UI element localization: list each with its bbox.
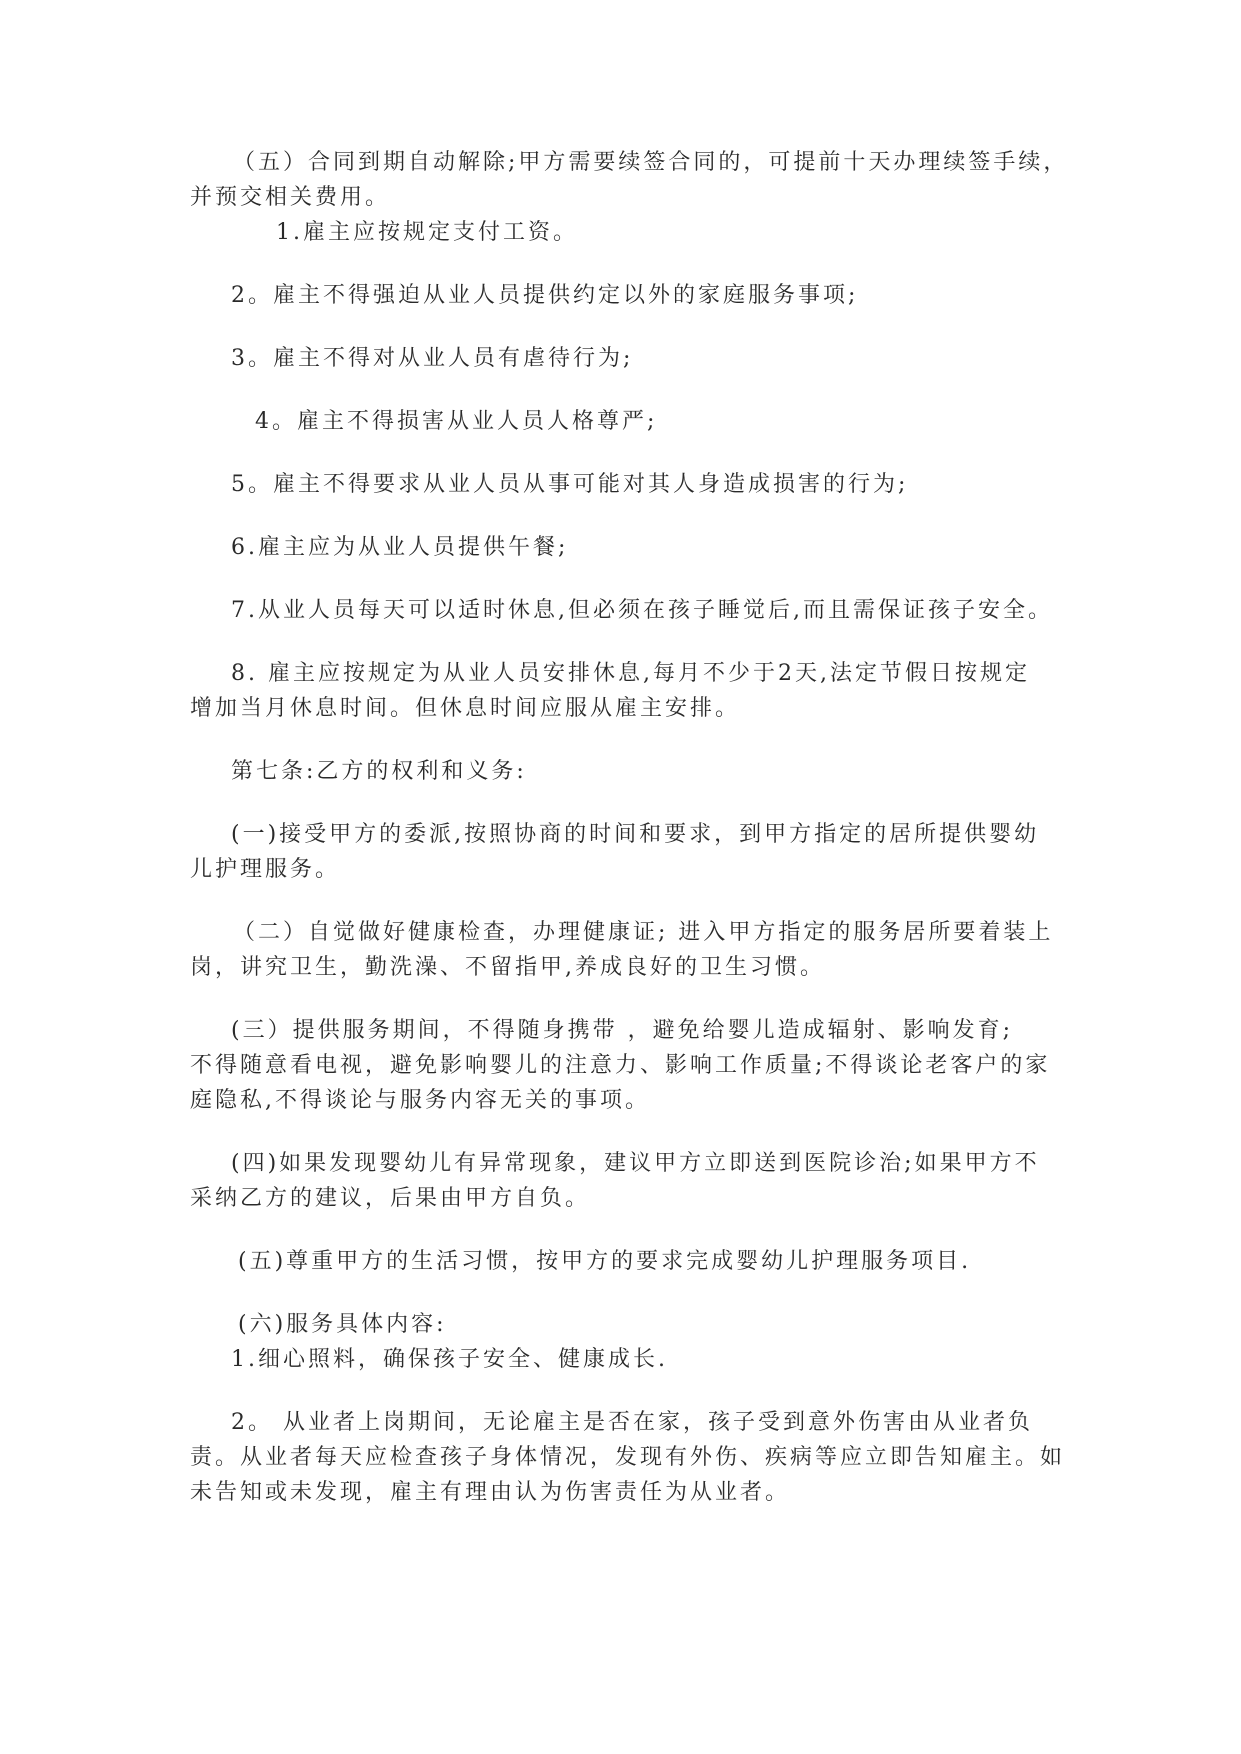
text-line: 未告知或未发现，雇主有理由认为伤害责任为从业者。: [190, 1480, 791, 1505]
text-line: 7.从业人员每天可以适时休息,但必须在孩子睡觉后,而且需保证孩子安全。: [231, 598, 1053, 623]
text-line: (五)尊重甲方的生活习惯，按甲方的要求完成婴幼儿护理服务项目.: [238, 1249, 972, 1274]
text-line: 1.细心照料，确保孩子安全、健康成长.: [231, 1347, 668, 1372]
text-line: （五）合同到期自动解除;甲方需要续签合同的，可提前十天办理续签手续，: [233, 150, 1069, 175]
text-line: 6.雇主应为从业人员提供午餐;: [231, 535, 569, 560]
text-line: (一)接受甲方的委派,按照协商的时间和要求，到甲方指定的居所提供婴幼: [231, 822, 1040, 847]
text-line: (六)服务具体内容:: [238, 1312, 447, 1337]
text-line: 增加当月休息时间。但休息时间应服从雇主安排。: [190, 696, 741, 721]
text-line: （二）自觉做好健康检查，办理健康证; 进入甲方指定的服务居所要着装上: [233, 920, 1054, 945]
section-heading: 第七条:乙方的权利和义务:: [231, 759, 527, 784]
text-line: 1.雇主应按规定支付工资。: [276, 220, 578, 245]
text-line: 岗，讲究卫生，勤洗澡、不留指甲,养成良好的卫生习惯。: [190, 955, 825, 980]
text-line: 儿护理服务。: [190, 857, 341, 882]
text-line: 庭隐私,不得谈论与服务内容无关的事项。: [190, 1088, 650, 1113]
text-line: 不得随意看电视，避免影响婴儿的注意力、影响工作质量;不得谈论老客户的家: [190, 1053, 1051, 1078]
text-line: 8. 雇主应按规定为从业人员安排休息,每月不少于2天,法定节假日按规定: [231, 661, 1030, 686]
text-line: 3。雇主不得对从业人员有虐待行为;: [231, 346, 634, 371]
text-line: 并预交相关费用。: [190, 185, 391, 210]
text-line: 2。 从业者上岗期间，无论雇主是否在家，孩子受到意外伤害由从业者负: [231, 1410, 1033, 1435]
text-line: 2。雇主不得强迫从业人员提供约定以外的家庭服务事项;: [231, 283, 859, 308]
text-line: (四)如果发现婴幼儿有异常现象，建议甲方立即送到医院诊治;如果甲方不: [231, 1151, 1040, 1176]
text-line: 责。从业者每天应检查孩子身体情况，发现有外伤、疾病等应立即告知雇主。如: [190, 1445, 1066, 1470]
text-line: 5。雇主不得要求从业人员从事可能对其人身造成损害的行为;: [231, 472, 909, 497]
text-line: 采纳乙方的建议，后果由甲方自负。: [190, 1186, 591, 1211]
text-line: 4。雇主不得损害从业人员人格尊严;: [255, 409, 658, 434]
text-line: (三）提供服务期间，不得随身携带 ，避免给婴儿造成辐射、影响发育;: [231, 1018, 1013, 1043]
